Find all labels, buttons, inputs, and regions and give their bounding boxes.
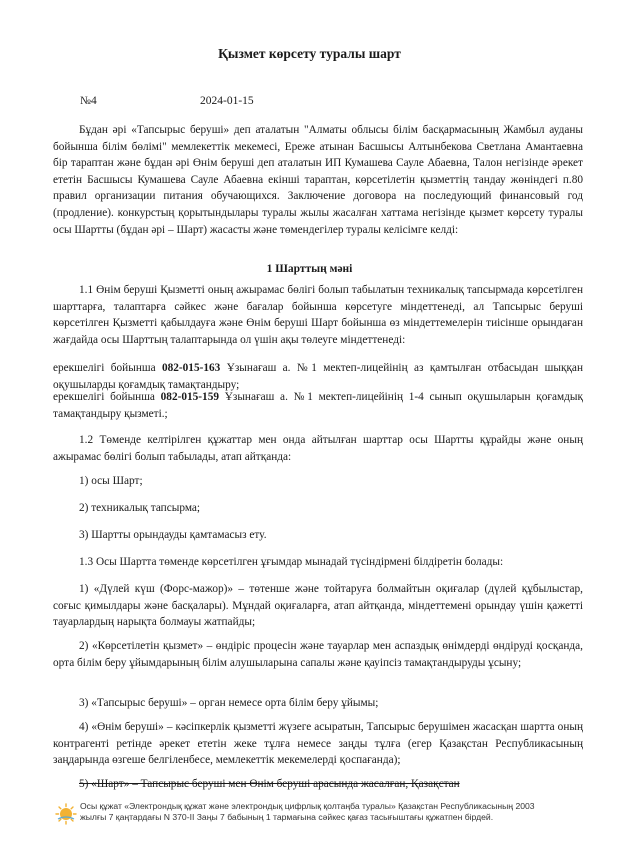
definition-2: 2) «Көрсетілетін қызмет» – өндіріс процесін және тауарлар мен аспаздық өнімдерді өндіруді қосқанда, орта білім беру ұйымдарының білім алушыларына сапалы және қауіпсіз тамақтандыруды ұсыну; xyxy=(53,640,583,669)
clause-1-1: 1.1 Өнім беруші Қызметті оның ажырамас бөлігі болып табылатын техникалық тапсырмада көрсетілген шарттарға, талаптарға сәйкес және бағалар бойынша көрсетуге міндеттенеді, ал Тапсырыс беруші көрсетілген Қызметті қабылдауға және Өнім беруші Шарт бойынша өз міндеттемелерін тиісінше орындаған жағдайда осы Шарттың талаптарында ол үшін ақы төлеуге міндеттенеді: xyxy=(53,284,583,346)
doc-item-1: 1) осы Шарт; xyxy=(79,475,143,487)
doc-item-3: 3) Шартты орындауды қамтамасыз ету. xyxy=(79,529,267,541)
doc-item-2: 2) техникалық тапсырма; xyxy=(79,502,201,514)
definition-4: 4) «Өнім беруші» – кәсіпкерлік қызметті жүзеге асыратын, Тапсырыс берушімен жасасқан шартта оның контрагенті ретінде әрекет ететін жеке тұлға немесе заңды тұлға (егер Қазақстан Республикасының заңдарында өзгеше белгіленбесе, мемлекеттік мекемелерді қоспағанда); xyxy=(53,721,583,767)
lot-line-2 xyxy=(53,389,583,422)
document-title: Қызмет көрсету туралы шарт xyxy=(218,46,401,61)
lot-2-code: 082-015-159 xyxy=(160,391,220,403)
section-heading: 1 Шарттың мәні xyxy=(266,263,353,275)
preamble-paragraph: Бұдан әрі «Тапсырыс беруші» деп аталатын "Алматы облысы білім басқармасының Жамбыл ауданы бойынша білім бөлімі" мемлекеттік мекемесі, Ереже атынан Басшысы Алтынбекова Светлана Амантаевна бір тараптан және бұдан әрі Өнім беруші деп аталатын ИП Кумашева Сауле Абаевна, Талон негізінде әрекет ететін Басшысы Кумашева Сауле Абаевна екінші тараптан, көрсетілетін қызметтің тандау жөніндегі п.80 правил организации питания обучающихся. Заключение договора на последующий финансовый год (продление). конкурстың қорытындылары туралы жылы жасалған хаттама негізінде қызмет көрсету туралы осы Шартты (бұдан әрі – Шарт) жасасты және төмендегілер туралы келісімге келді: xyxy=(53,124,583,236)
lot-2-text: Ұзынағаш а. №1 мектеп-лицейінің 1-4 сынып оқушыларын қоғамдық тамақтандыру қызметі.; xyxy=(53,391,583,420)
lot-1-code: 082-015-163 xyxy=(161,362,221,374)
lot-1-text: Ұзынағаш а. №1 мектеп-лицейінің аз қамтылған отбасыдан шыққан оқушыларды қоғамдық тамақтандыру; xyxy=(53,362,583,391)
definition-3: 3) «Тапсырыс беруші» – орган немесе орта білім беру ұйымы; xyxy=(79,697,379,709)
footer-disclaimer: Осы құжат «Электрондық құжат және электрондық цифрлық қолтаңба туралы» Қазақстан Республикасының 2003 жылғы 7 қаңтардағы N 370-II Заңы 7 бабының 1 тармағына сәйкес қағаз тасығыштағы құжатпен бірдей. xyxy=(80,801,535,822)
definition-1: 1) «Дүлей күш (Форс-мажор)» – төтенше және тойтаруға болмайтын оқиғалар (дүлей құбылыстар, соғыс қимылдары және басқалары). Мұндай оқиғаларға, атап айтқанда, міндеттемені орындау үшін қажетті тауарлардың нарықта болмауы жатпайды; xyxy=(53,583,583,629)
clause-1-3: 1.3 Осы Шартта төменде көрсетілген ұғымдар мынадай түсіндірмені білдіретін болады: xyxy=(79,556,504,568)
clause-1-2: 1.2 Төменде келтірілген құжаттар мен онда айтылған шарттар осы Шартты құрайды және оның ажырамас бөлігі болып табылады, атап айтқанда: xyxy=(53,434,583,463)
contract-number: №4 xyxy=(80,95,97,107)
contract-date: 2024-01-15 xyxy=(200,95,254,107)
definition-5: 5) «Шарт» – Тапсырыс беруші мен Өнім беруші арасында жасалған, Қазақстан xyxy=(79,778,460,790)
lot-2-prefix: ерекшелігі бойынша xyxy=(53,391,161,403)
e-document-logo-icon xyxy=(55,803,77,825)
lot-1-prefix: ерекшелігі бойынша xyxy=(53,362,162,374)
